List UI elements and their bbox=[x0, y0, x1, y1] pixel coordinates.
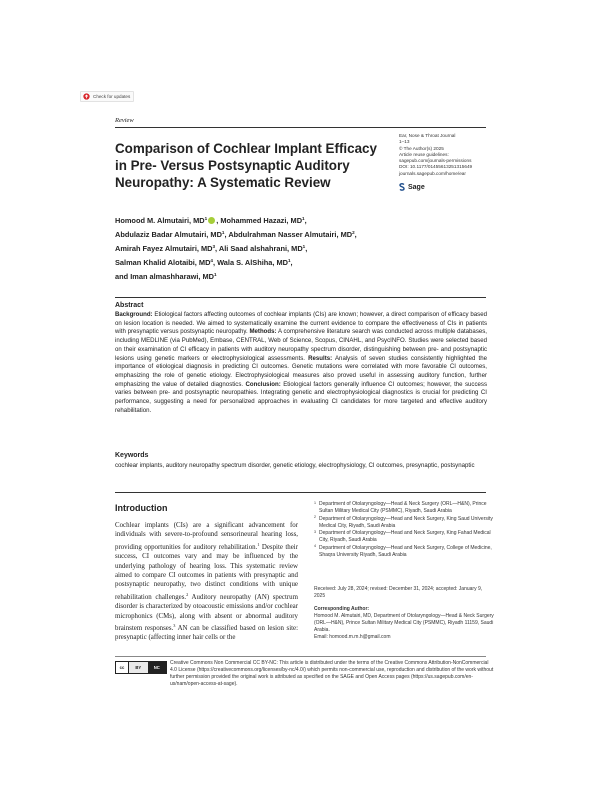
article-title: Comparison of Cochlear Implant Efficacy in Pre- Versus Postsynaptic Auditory Neuropathy: A Systematic Review bbox=[115, 141, 377, 190]
abstract-background: Etiological factors affecting outcomes of cochlear implants (CIs) are known; however, a direct comparison of efficacy based on lesion location is needed. We aimed to systematically examine the current evidence to compare the effectiveness of CIs in patients with presynaptic versus postsynaptic neuropathy. bbox=[115, 311, 487, 336]
affiliation-number: 3 bbox=[314, 529, 316, 534]
license-text: Creative Commons Non Commercial CC BY-NC: This article is distributed under the terms of the Creative Commons Attribution-NonCommercial 4.0 License (https://creativecommons.org/licenses/by-nc/4.0/) which permits non-commercial use, reproduction and distribution of the work without further permission provided the original work is attributed as specified on the SAGE and Open Access pages (https://us.sagepub.com/en-us/nam/open-access-at-sage). bbox=[170, 660, 494, 687]
author-affiliation-ref: 1 bbox=[221, 230, 225, 235]
citation-ref[interactable]: 1 bbox=[257, 541, 260, 547]
author-affiliation-ref: 1 bbox=[302, 216, 305, 221]
header-divider bbox=[115, 127, 486, 128]
journal-info-line: Ear, Nose & Throat Journal bbox=[399, 133, 456, 138]
author-affiliation-ref: 2 bbox=[352, 230, 355, 235]
intro-text: Cochlear implants (CIs) are a significant advancement for individuals with severe-to-profound sensorineural hearing loss, providing opportunities for auditory rehabilitation. bbox=[115, 522, 298, 551]
author-name: Homood M. Almutairi, MD bbox=[115, 216, 205, 225]
journal-info-line: DOI: 10.1177/01455613251315649 bbox=[399, 164, 473, 170]
citation-ref[interactable]: 3 bbox=[173, 623, 176, 629]
keywords-heading: Keywords bbox=[115, 452, 149, 459]
author-affiliation-ref: 1 bbox=[302, 244, 306, 249]
abstract-conclusion: Etiological factors generally influence CI outcomes; however, the success varies between pre- and postsynaptic neuropathies. Integrating genetic and electrophysiological diagnostics is crucial for predicting CI performance, suggesting a need for personalized approaches in evaluating CI candidates for more targeted and effective auditory rehabilitation. bbox=[115, 380, 488, 414]
author-name: Iman almashharawi, MD bbox=[130, 272, 214, 281]
article-type: Review bbox=[115, 117, 134, 124]
check-for-updates-badge[interactable] bbox=[80, 91, 134, 102]
author-name: Mohammed Hazazi, MD bbox=[220, 216, 303, 225]
author-name: Wala S. AlShiha, MD bbox=[217, 258, 288, 267]
abstract-conclusion-label: Conclusion: bbox=[245, 380, 281, 388]
author-affiliation-ref: 4 bbox=[210, 258, 213, 263]
intro-text: AN can be classified based on lesion site: presynaptic (affecting inner hair cells or the bbox=[115, 625, 298, 642]
affiliation-number: 1 bbox=[314, 500, 316, 505]
author-affiliation-ref: 3 bbox=[212, 244, 216, 249]
journal-info bbox=[399, 133, 497, 177]
author-name: Salman Khalid Alotaibi, MD bbox=[115, 258, 211, 267]
affiliation-number: 4 bbox=[314, 544, 316, 549]
publisher-logo bbox=[399, 183, 425, 191]
author-list: Homood M. Almutairi, $MD^1$ , Mohammed Hazazi, $MD^1$, Abdulaziz Badar Almutairi, $MD^1$, Abdulrahman Nasser Almutairi, $MD^2$, Amirah Fayez Almutairi, $MD^3$, Ali Saad alshahrani, $MD^1$, Salman Khalid Alotaibi, $MD^4$, Wala S. AlShiha, $MD^1$, and Iman almashharawi, $MD^1$ bbox=[115, 216, 357, 281]
abstract-background-label: Background: bbox=[115, 311, 153, 318]
cc-icon: cc bbox=[116, 662, 129, 673]
author-affiliation-ref: 1 bbox=[204, 216, 208, 221]
journal-info-line: sagepub.com/journals-permissions bbox=[399, 158, 472, 164]
abstract-results: Analysis of seven studies consistently highlighted the importance of etiological diagnosis in predicting CI outcomes. Genetic mutations were correlated with more favorable CI outcomes, emphasizing the role of genetic etiology. Electrophysiological measures also proved useful in assessing auditory function, further emphasizing the value of detailed diagnostics. bbox=[115, 354, 488, 388]
abstract-methods-label: Methods: bbox=[249, 328, 277, 336]
journal-info-line: 1–13 bbox=[399, 139, 410, 145]
corresponding-author bbox=[314, 606, 494, 641]
affiliation-text: Department of Otolaryngology—Head & Neck Surgery (ORL—H&N), Prince Sultan Military Medical City (PSMMC), Riyadh, Saudi Arabia bbox=[319, 501, 487, 514]
author-affiliation-ref: 1 bbox=[287, 258, 291, 263]
affiliation-item bbox=[314, 530, 494, 544]
corresponding-author-heading: Corresponding Author: bbox=[314, 606, 370, 612]
affiliation-text: Department of Otolaryngology—Head and Neck Surgery, College of Medicine, Shaqra University Riyadh, Saudi Arabia bbox=[319, 544, 492, 558]
cc-nc-icon: NC bbox=[148, 662, 167, 673]
article-dates: Received: July 28, 2024; revised: December 31, 2024; accepted: January 9, 2025 bbox=[314, 586, 483, 599]
affiliation-text: Department of Otolaryngology—Head and Neck Surgery, King Saud University Medical City, Riyadh, Saudi Arabia bbox=[319, 515, 493, 529]
introduction-heading: Introduction bbox=[115, 503, 168, 513]
sage-logo-icon bbox=[399, 183, 405, 191]
orcid-icon[interactable] bbox=[208, 217, 215, 224]
check-for-updates-label: Check for updates bbox=[93, 94, 131, 99]
affiliation-item bbox=[314, 516, 494, 530]
cc-license-badge[interactable] bbox=[115, 661, 167, 674]
abstract-methods: A comprehensive literature search was conducted across multiple databases, including MEDLINE (via PubMed), Embase, CENTRAL, Web of Science, Scopus, CINAHL, and PsycINFO. Studies were selected based on their examination of CI efficacy in patients with auditory neuropathy spectrum disorder, distinguishing between pre- and postsynaptic lesions using genetic markers or electrophysiological assessments. bbox=[115, 328, 487, 362]
introduction-body bbox=[115, 521, 298, 643]
cc-by-icon: BY bbox=[135, 665, 142, 670]
abstract-heading: Abstract bbox=[115, 302, 144, 309]
abstract-divider bbox=[115, 297, 486, 298]
journal-info-line: journals.sagepub.com/home/ear bbox=[399, 170, 466, 176]
intro-text: Auditory neuropathy (AN) spectrum disorder is characterized by otoacoustic emissions and/or cochlear microphonics (CMs), along with absent or abnormal auditory brainstem responses. bbox=[115, 593, 298, 633]
author-name: Amirah Fayez Almutairi, MD bbox=[115, 244, 213, 253]
corresponding-author-address: Homood M. Almutairi, MD, Department of Otolaryngology—Head & Neck Surgery (ORL—H&N), Prince Sultan Military Medical City (PSMMC), Riyadh 11159, Saudi Arabia. bbox=[314, 612, 494, 633]
body-divider bbox=[115, 492, 486, 493]
citation-ref[interactable]: 2 bbox=[186, 591, 189, 597]
publisher-name: Sage bbox=[408, 183, 425, 191]
abstract-body bbox=[115, 311, 487, 415]
affiliation-number: 2 bbox=[314, 515, 316, 520]
corresponding-author-email[interactable]: Email: homood.m.m.h@gmail.com bbox=[314, 633, 391, 640]
author-name: Abdulrahman Nasser Almutairi, MD bbox=[228, 230, 353, 239]
intro-text: Despite their success, CI outcomes vary and may be influenced by the underlying pathology of hearing loss. This systematic review aimed to compare CI outcomes in patients with presynaptic and postsynaptic neuropathy, two distinct conditions with unique rehabilitation challenges. bbox=[115, 543, 298, 601]
affiliation-item bbox=[314, 501, 494, 515]
author-name: Ali Saad alshahrani, MD bbox=[218, 244, 303, 253]
footer-divider bbox=[115, 656, 486, 657]
affiliations bbox=[314, 501, 494, 559]
keywords-text: cochlear implants, auditory neuropathy spectrum disorder, genetic etiology, electrophysiology, CI outcomes, presynaptic, postsynaptic bbox=[115, 462, 475, 469]
author-affiliation-ref: 1 bbox=[214, 272, 217, 277]
update-icon bbox=[83, 93, 90, 100]
affiliation-item bbox=[314, 545, 494, 559]
journal-info-line: Article reuse guidelines: bbox=[399, 151, 449, 157]
abstract-results-label: Results: bbox=[308, 354, 333, 362]
affiliation-text: Department of Otolaryngology—Head and Neck Surgery, King Fahad Medical City, Riyadh, Saudi Arabia bbox=[319, 530, 491, 544]
journal-info-line: © The Author(s) 2025 bbox=[399, 145, 444, 151]
author-name: Abdulaziz Badar Almutairi, MD bbox=[115, 230, 222, 239]
